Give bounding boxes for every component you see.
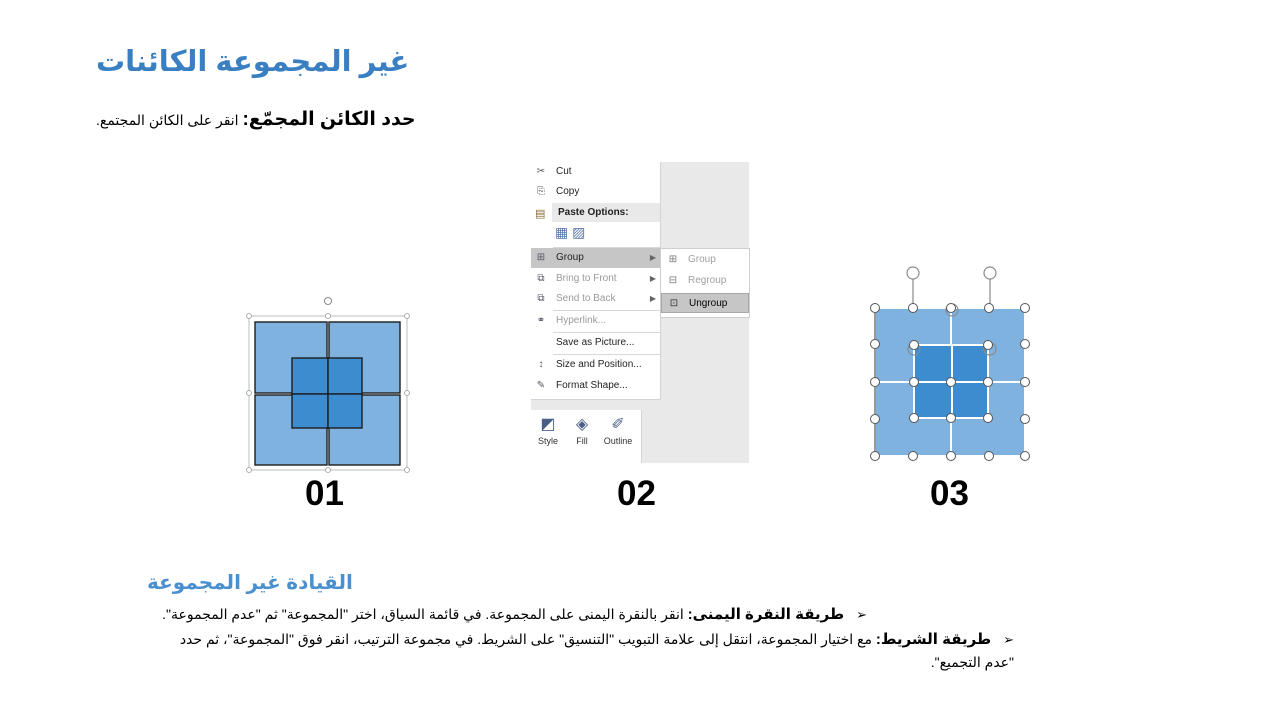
step-number-3: 03 <box>930 474 969 513</box>
bullet-bold: طريقة النقرة اليمنى: <box>687 606 845 623</box>
send-to-back-icon: ⧉ <box>537 293 545 304</box>
copy-icon: ⎘ <box>537 186 545 197</box>
bullet-ribbon <box>147 628 1014 674</box>
bring-to-front-icon: ⧉ <box>537 273 545 284</box>
clipboard-icon: ▤ <box>535 208 546 220</box>
bullet-text: انقر بالنقرة اليمنى على المجموعة. في قائمة السياق، اختر "المجموعة" ثم "عدم المجموعة". <box>162 606 688 622</box>
submenu-item-group[interactable]: ⊞ Group <box>668 254 716 265</box>
style-icon: ◩ <box>540 416 556 433</box>
mini-toolbar <box>531 410 642 463</box>
bullet-arrow-icon: ➢ <box>1003 632 1014 647</box>
menu-item-copy[interactable]: ⎘ Copy <box>537 186 580 197</box>
outline-pen-icon: ✐ <box>611 416 625 433</box>
bullet-bold: طريقة الشريط: <box>875 631 992 648</box>
menu-item-save-as-picture[interactable]: Save as Picture... <box>556 337 635 348</box>
paste-keep-format-icon[interactable]: ▦ <box>555 224 569 240</box>
bullet-text: مع اختيار المجموعة، انتقل إلى علامة التبويب "التنسيق" على الشريط. في مجموعة الترتيب، انقر فوق "المجموعة"، ثم حدد "عدم التجميع". <box>179 631 1014 670</box>
menu-item-send-to-back[interactable]: ⧉ Send to Back ▶ <box>531 289 660 309</box>
regroup-icon: ⊟ <box>668 275 678 286</box>
style-button[interactable]: ◩ Style <box>531 414 565 446</box>
section-title: القيادة غير المجموعة <box>147 572 353 594</box>
outline-button[interactable]: ✐ Outline <box>601 414 635 446</box>
menu-item-group[interactable]: ⊞ Group ▶ <box>531 248 660 268</box>
hyperlink-icon: ⚭ <box>536 315 546 326</box>
fill-button[interactable]: ◈ Fill <box>565 414 599 446</box>
paste-options-icons[interactable] <box>555 224 585 241</box>
menu-item-size-and-position[interactable]: ↕ Size and Position... <box>531 355 660 375</box>
fill-bucket-icon: ◈ <box>575 416 589 433</box>
step-number-2: 02 <box>617 474 656 513</box>
menu-item-hyperlink[interactable]: ⚭ Hyperlink... <box>536 315 607 326</box>
scissors-icon: ✂ <box>536 166 546 177</box>
menu-item-format-shape[interactable]: ✎ Format Shape... <box>536 380 628 391</box>
instruction-text: انقر على الكائن المجتمع. <box>96 112 243 128</box>
submenu-item-ungroup[interactable]: ⊡ Ungroup <box>661 293 749 313</box>
instruction-bold: حدد الكائن المجمّع: <box>242 109 416 130</box>
slide-title: غير المجموعة الكائنات <box>96 46 410 78</box>
submenu-item-regroup[interactable]: ⊟ Regroup <box>668 275 727 286</box>
context-menu-screenshot <box>531 162 749 463</box>
group-submenu <box>660 248 750 318</box>
paste-picture-icon[interactable]: ▨ <box>572 224 586 240</box>
submenu-arrow-icon: ▶ <box>649 274 656 283</box>
bullet-arrow-icon: ➢ <box>856 607 867 622</box>
rotate-handle-icon[interactable] <box>325 298 332 305</box>
group-icon: ⊞ <box>536 252 546 263</box>
context-menu <box>531 162 661 400</box>
bullet-right-click <box>147 603 867 626</box>
size-position-icon: ↕ <box>538 359 544 370</box>
submenu-arrow-icon: ▶ <box>649 253 656 262</box>
menu-item-bring-to-front[interactable]: ⧉ Bring to Front ▶ <box>531 269 660 289</box>
paste-options-header: Paste Options: <box>552 203 660 222</box>
menu-item-cut[interactable]: ✂ Cut <box>536 166 572 177</box>
ungroup-icon: ⊡ <box>669 298 679 309</box>
rotate-handle-icon <box>907 267 919 279</box>
submenu-arrow-icon: ▶ <box>649 294 656 303</box>
rotate-handle-icon <box>984 267 996 279</box>
step-number-1: 01 <box>305 474 344 513</box>
instruction <box>96 108 416 131</box>
ungrouped-objects-figure[interactable] <box>862 258 1042 468</box>
grouped-object-figure[interactable] <box>243 296 413 476</box>
group-icon: ⊞ <box>668 254 678 265</box>
format-shape-icon: ✎ <box>536 380 546 391</box>
